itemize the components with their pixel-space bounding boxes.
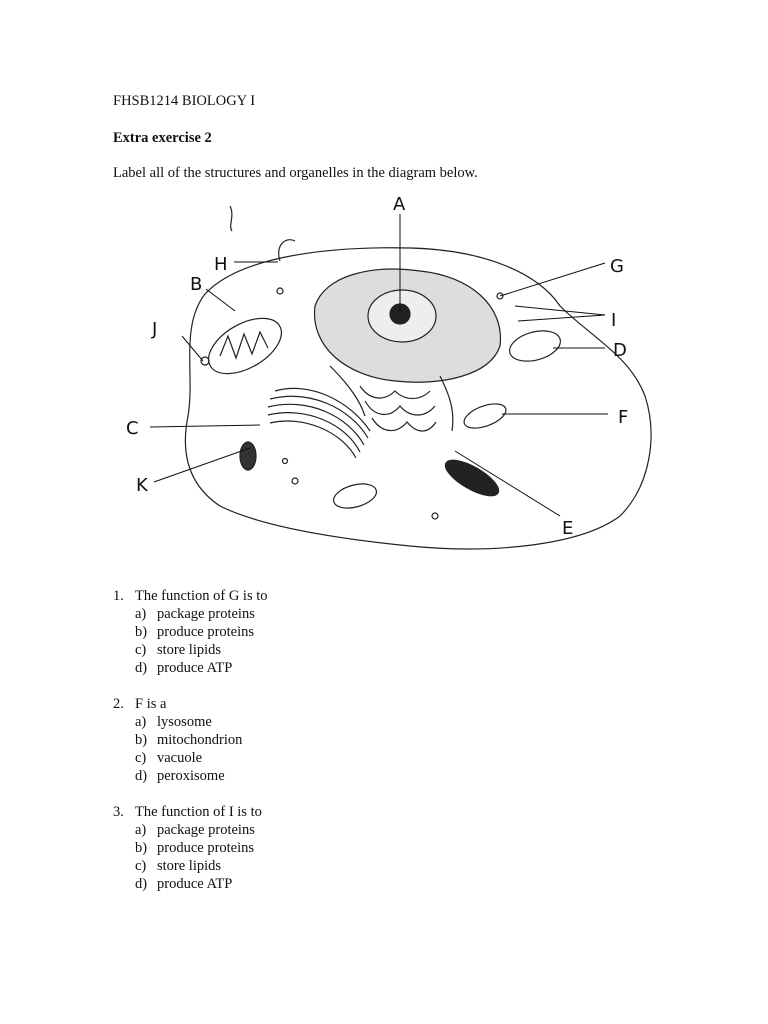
question-1 — [113, 587, 268, 677]
golgi-apparatus — [268, 388, 370, 458]
rough-er — [360, 386, 436, 431]
question-number: 3. — [113, 804, 124, 820]
option: d) peroxisome — [135, 768, 225, 784]
label-K: K — [136, 475, 148, 496]
question-stem: F is a — [135, 696, 167, 712]
option: d) produce ATP — [135, 660, 233, 676]
label-C: C — [126, 418, 139, 439]
label-I: I — [611, 310, 617, 331]
label-E: E — [562, 518, 574, 539]
option: a) package proteins — [135, 822, 255, 838]
label-F: F — [618, 407, 629, 428]
option: a) lysosome — [135, 714, 212, 730]
label-G: G — [610, 256, 624, 277]
question-3 — [113, 803, 268, 893]
question-stem: The function of G is to — [135, 588, 268, 604]
label-B: B — [190, 274, 203, 295]
animal-cell-diagram — [110, 186, 660, 558]
option: b) mitochondrion — [135, 732, 243, 748]
label-D: D — [613, 340, 627, 361]
question-number: 2. — [113, 696, 124, 712]
exercise-title: Extra exercise 2 — [113, 130, 212, 146]
option: c) vacuole — [135, 750, 203, 766]
question-number: 1. — [113, 588, 124, 604]
question-list — [113, 587, 268, 911]
option: a) package proteins — [135, 606, 255, 622]
nucleus — [315, 269, 501, 431]
option: b) produce proteins — [135, 624, 255, 640]
instruction-text: Label all of the structures and organelles in the diagram below. — [113, 165, 478, 181]
course-code: FHSB1214 BIOLOGY I — [113, 93, 256, 109]
vesicle — [240, 442, 256, 470]
label-H: H — [214, 254, 228, 275]
option: c) store lipids — [135, 642, 222, 658]
label-A: A — [393, 194, 406, 215]
label-J: J — [152, 319, 158, 340]
question-stem: The function of I is to — [135, 804, 262, 820]
option: c) store lipids — [135, 858, 222, 874]
option: d) produce ATP — [135, 876, 233, 892]
option: b) produce proteins — [135, 840, 255, 856]
question-2 — [113, 695, 268, 785]
lysosome — [441, 453, 504, 502]
